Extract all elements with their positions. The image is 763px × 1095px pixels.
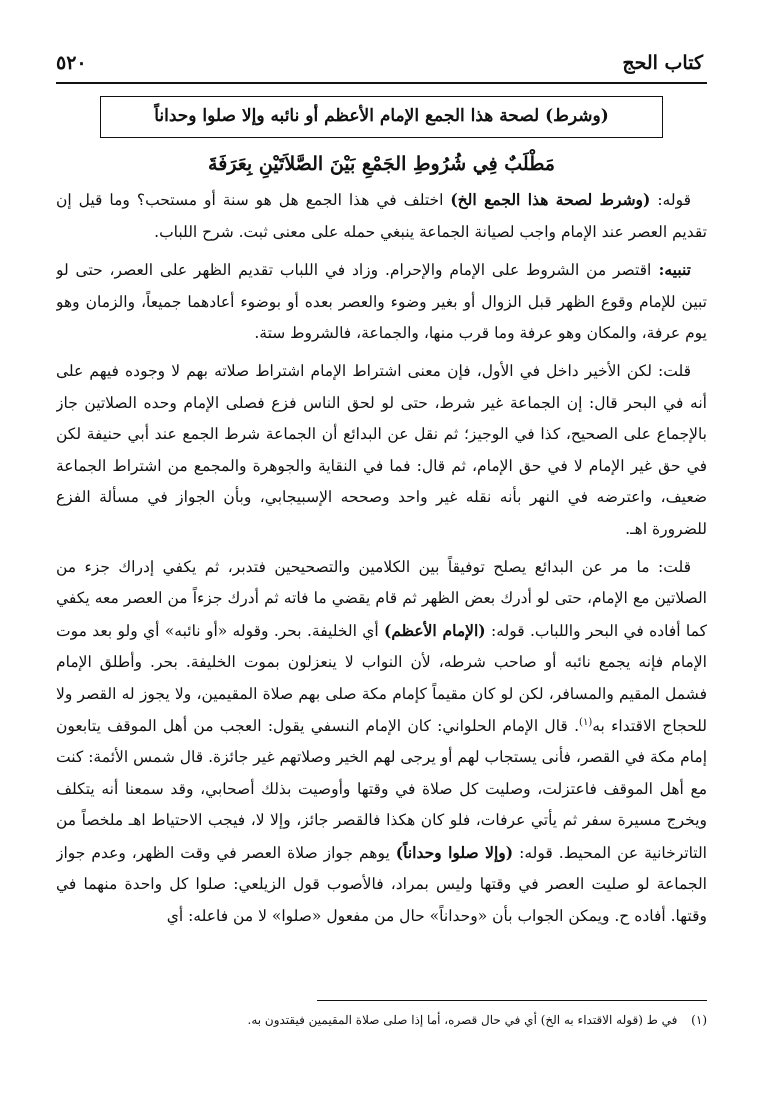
header-divider <box>56 82 707 84</box>
matn-text: لصحة هذا الجمع الإمام الأعظم أو نائبه وإلا صلوا وحداناً <box>154 106 540 126</box>
quoted-lemma: (وشرط لصحة هذا الجمع الخ) <box>450 190 651 209</box>
footnote-number: (١) <box>691 1013 707 1027</box>
quoted-lemma: (الإمام الأعظم) <box>383 620 486 640</box>
paragraph-text: قلت: ما مر عن البدائع يصلح توفيقاً بين الكلامين والتصحيحين فتدبر، ثم يكفي إدراك جزء من الصلاتين مع الإمام، حتى لو أدرك بعض الظهر ثم قام يقضي ما فاته ثم أدرك جزءاً من العصر معه يكفي كما أفاده في البحر واللباب. قوله: <box>56 557 707 640</box>
section-heading: مَطْلَبٌ فِي شُرُوطِ الجَمْعِ بَيْنَ الصَّلاَتَيْنِ بِعَرَفَةَ <box>208 153 555 175</box>
paragraph-4 <box>56 552 707 933</box>
quoted-lemma: (وإلا صلوا وحداناً) <box>395 842 514 862</box>
page-number: ٥٢٠ <box>56 52 87 74</box>
matn-lead: (وشرط) <box>545 106 609 126</box>
footnote-text: في ط (قوله الاقتداء به الخ) أي في حال قصره، أما إذا صلى صلاة المقيمين فيقتدون به. <box>247 1013 678 1027</box>
note-label: تنبيه: <box>651 260 691 280</box>
paragraph-3: قلت: لكن الأخير داخل في الأول، فإن معنى اشتراط الإمام اشتراط صلاته بهم لا وجوده فيهم على أنه في البحر قال: إن الجماعة غير شرط، حتى لو لحق الناس فزع فصلى الإمام وحده الصلاتين جاز بالإجماع على الصحيح، كذا في الوجيز؛ ثم نقل عن البدائع أن الجماعة شرط الجمع عند أبي حنيفة لكن في حق غير الإمام لا في حق الإمام، ثم قال: فما في النقاية والجوهرة والمجمع من اشتراط الجماعة ضعيف، واعترضه في النهر بأنه نقله غير واحد وصححه الإسبيجابي، وبأن الجواز في مسألة الفزع للضرورة اهـ. <box>56 361 707 538</box>
paragraph-text: . قال الإمام الحلواني: كان الإمام النسفي يقول: العجب من أهل الموقف يتابعون إمام مكة في القصر، فأنى يستجاب لهم أو يرجى لهم الخير وصلاتهم غير جائزة. قال شمس الأئمة: كنت مع أهل الموقف فاعتزلت، وصليت كل صلاة في وقتها وأوصيت بذلك أصحابي، وقد سمعنا أنه يتكلف ويخرج مسيرة سفر ثم يأتي عرفات، فلو كان هكذا فالقصر جائز، وإلا لا، فيجب الاحتياط اهـ ملخصاً من التاترخانية عن المحيط. قوله: <box>56 716 707 862</box>
paragraph-text: اقتصر من الشروط على الإمام والإحرام. وزاد في اللباب تقديم الظهر على العصر، حتى لو تبين للإمام وقوع الظهر قبل الزوال أو بغير وضوء والعصر بعده أو بوضوء أعادهما جميعاً، والزمان وهو يوم عرفة، والمكان وهو عرفة وما قرب منها، والجماعة، فالشروط ستة. <box>56 261 707 343</box>
matn-box <box>100 96 663 138</box>
running-header <box>56 50 703 80</box>
paragraph-text: اختلف في هذا الجمع هل هو سنة أو مستحب؟ وما قيل إن تقديم العصر عند الإمام واجب لصيانة الجماعة ينبغي حمله على معنى ثبت. شرح اللباب. <box>56 191 707 241</box>
commentary-body <box>56 184 707 986</box>
paragraph-2 <box>56 254 707 350</box>
paragraph-text: يوهم جواز صلاة العصر في وقت الظهر، وعدم جواز الجماعة لو صليت العصر في وقتها وليس بمراد، فالأصوب قول الزيلعي: صلوا كل واحدة منهما في وقتها. أفاده ح. ويمكن الجواب بأن «وحداناً» حال من مفعول «صلوا» لا من فاعله: أي <box>56 843 707 926</box>
book-title: كتاب الحج <box>622 52 703 74</box>
footnote <box>56 1010 707 1030</box>
paragraph-1 <box>56 184 707 248</box>
paragraph-text: أي الخليفة. بحر. وقوله «أو نائبه» أي ولو بعد موت الإمام فإنه يجمع نائبه أو صاحب شرطه، لأن النواب لا ينعزلون بموت الخليفة. بحر. وأطلق الإمام فشمل المقيم والمسافر، لكن لو كان مقيماً كإمام مكة صلى بهم صلاة المقيمين، ولا يجوز له القصر ولا للحجاج الاقتداء به <box>56 621 707 735</box>
footnote-divider <box>317 1000 707 1001</box>
paragraph-text: قوله: <box>650 191 691 209</box>
footnote-marker: (١) <box>579 716 593 728</box>
